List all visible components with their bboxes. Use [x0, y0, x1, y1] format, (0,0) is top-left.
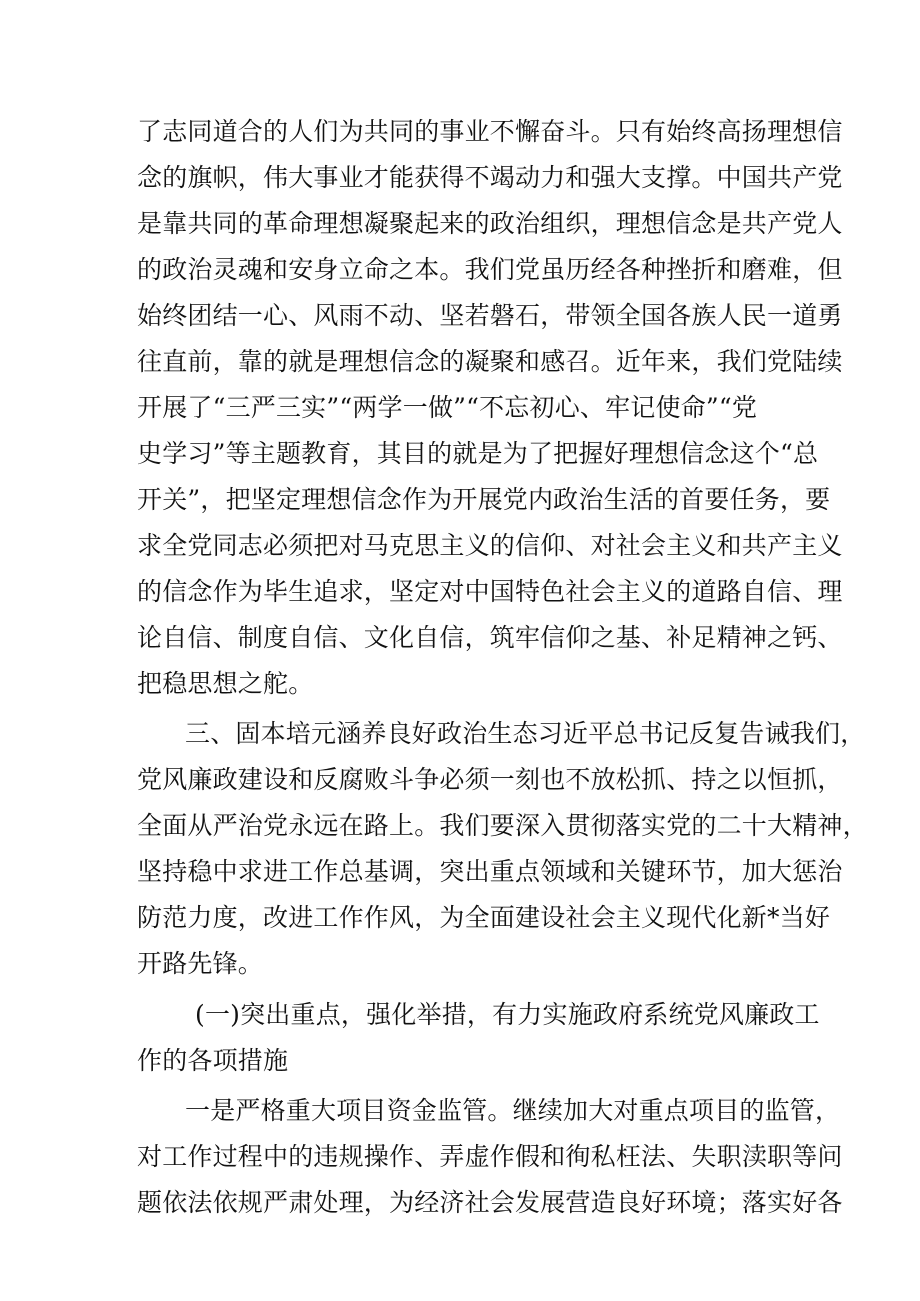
- text-line: 开展了“三严三实”“两学一做”“不忘初心、牢记使命”“党: [137, 393, 758, 422]
- text-line: 一是严格重大项目资金监管。继续加大对重点项目的监管，: [185, 1096, 841, 1125]
- text-line: 史学习”等主题教育，其目的就是为了把握好理想信念这个“总: [137, 439, 819, 468]
- subsection-heading-line: (一)突出重点，强化举措，有力实施政府系统党风廉政工: [195, 1000, 820, 1029]
- text-line: 的信念作为毕生追求，坚定对中国特色社会主义的道路自信、理: [137, 577, 843, 606]
- text-line: 了志同道合的人们为共同的事业不懈奋斗。只有始终高扬理想信: [137, 117, 843, 146]
- text-line: 始终团结一心、风雨不动、坚若磐石，带领全国各族人民一道勇: [137, 301, 843, 330]
- text-line: 把稳思想之舵。: [137, 669, 314, 698]
- text-line: 题依法依规严肃处理，为经济社会发展营造良好环境；落实好各: [137, 1188, 843, 1217]
- subsection-heading-line: 作的各项措施: [137, 1046, 289, 1075]
- text-line: 党风廉政建设和反腐败斗争必须一刻也不放松抓、持之以恒抓，: [137, 765, 843, 794]
- section-heading-line: 三、固本培元涵养良好政治生态习近平总书记反复告诫我们，: [185, 719, 866, 748]
- text-line: 全面从严治党永远在路上。我们要深入贯彻落实党的二十大精神，: [137, 811, 868, 840]
- text-line: 开关”，把坚定理想信念作为开展党内政治生活的首要任务，要: [137, 485, 831, 514]
- text-line: 对工作过程中的违规操作、弄虚作假和徇私枉法、失职渎职等问: [137, 1142, 843, 1171]
- text-line: 的政治灵魂和安身立命之本。我们党虽历经各种挫折和磨难，但: [137, 255, 843, 284]
- text-line: 防范力度，改进工作作风，为全面建设社会主义现代化新*当好: [137, 903, 831, 932]
- text-line: 念的旗帜，伟大事业才能获得不竭动力和强大支撑。中国共产党: [137, 163, 843, 192]
- text-line: 往直前，靠的就是理想信念的凝聚和感召。近年来，我们党陆续: [137, 347, 843, 376]
- text-line: 坚持稳中求进工作总基调，突出重点领域和关键环节，加大惩治: [137, 857, 843, 886]
- text-line: 开路先锋。: [137, 949, 264, 978]
- text-line: 论自信、制度自信、文化自信，筑牢信仰之基、补足精神之钙、: [137, 623, 843, 652]
- text-line: 求全党同志必须把对马克思主义的信仰、对社会主义和共产主义: [137, 531, 843, 560]
- text-line: 是靠共同的革命理想凝聚起来的政治组织，理想信念是共产党人: [137, 209, 843, 238]
